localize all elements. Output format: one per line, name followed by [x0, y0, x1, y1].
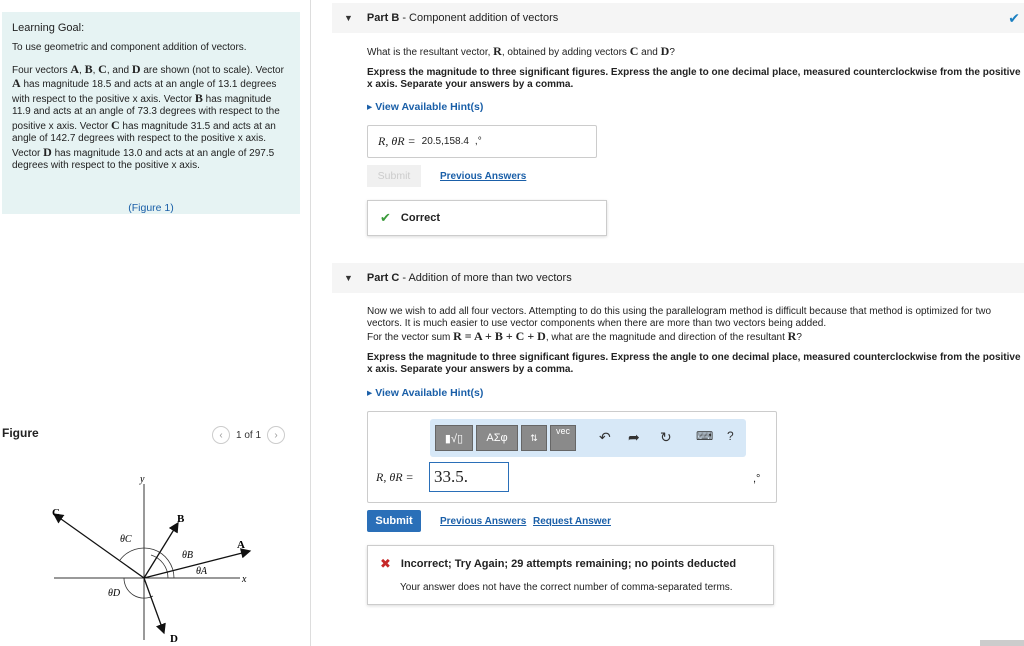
label-theta-d: θD [108, 588, 121, 599]
figure-pager [212, 426, 285, 444]
part-b-previous-answers-link[interactable]: Previous Answers [440, 171, 527, 182]
part-c-hint-link[interactable]: ▸ View Available Hint(s) [367, 387, 484, 399]
part-b-feedback-text: Correct [400, 212, 441, 224]
part-c-title: - Addition of more than two vectors [402, 272, 572, 284]
label-theta-b: θB [182, 550, 194, 561]
goal-title: Learning Goal: [12, 22, 85, 34]
label-c: C [52, 507, 60, 519]
part-c-request-answer-link[interactable]: Request Answer [533, 516, 611, 527]
pager-text: 1 of 1 [236, 429, 262, 441]
redo-icon[interactable]: ➦ [628, 429, 640, 445]
vector-figure [40, 470, 270, 646]
part-b-answer-box [367, 125, 597, 158]
part-b-answer-value: 20.5,158.4 [421, 136, 469, 147]
part-b-title: - Component addition of vectors [402, 12, 559, 24]
part-c-instructions: Express the magnitude to three significant figures. Express the angle to one decimal place, measured counterclockwise from the positive x axis. Separate your answers by a comma. [367, 352, 1021, 375]
symbols-button[interactable]: ΑΣφ [476, 425, 518, 451]
label-theta-a: θA [196, 566, 208, 577]
part-b-header[interactable] [332, 3, 1024, 33]
subscript-button[interactable]: ⇅ [521, 425, 547, 451]
templates-button[interactable]: ▮√▯ [435, 425, 473, 451]
vector-description: Four vectors A, B, C, and D are shown (not to scale). Vector A has magnitude 18.5 and acts at an angle of 13.1 degrees with respect to the positive x axis. Vector B has magnitude 11.9 and acts at an angle of 73.3 degrees with respect to the positive x axis. Vector C has magnitude 31.5 and acts at an angle of 142.7 degrees with respect to the positive x axis. Vector D has magnitude 13.0 and acts at an angle of 297.5 degrees with respect to the positive x axis. [12, 61, 284, 171]
keyboard-icon[interactable]: ⌨ [696, 429, 714, 443]
collapse-triangle-icon: ▼ [344, 13, 353, 23]
part-c-label: Part C [366, 272, 400, 284]
right-panel [312, 0, 1024, 646]
part-c-feedback-title: Incorrect; Try Again; 29 attempts remaining; no points deducted [400, 558, 737, 570]
part-c-answer-label: R, θR = [376, 470, 414, 484]
x-axis-label: x [242, 574, 247, 585]
part-c-feedback [367, 545, 774, 605]
part-c-feedback-text: Your answer does not have the correct number of comma-separated terms. [400, 582, 733, 593]
incorrect-x-icon: ✖ [380, 556, 391, 571]
part-b-hint-link[interactable]: ▸ View Available Hint(s) [367, 101, 484, 113]
reset-icon[interactable]: ↻ [660, 429, 672, 445]
part-b-feedback [367, 200, 607, 236]
part-b-question: What is the resultant vector, R, obtained by adding vectors C and D? [367, 44, 675, 58]
part-c-previous-answers-link[interactable]: Previous Answers [440, 516, 527, 527]
goal-text: To use geometric and component addition of vectors. [12, 42, 247, 53]
part-b-instructions: Express the magnitude to three significant figures. Express the angle to one decimal place, measured counterclockwise from the positive x axis. Separate your answers by a comma. [367, 67, 1021, 90]
part-c-answer-input[interactable]: 33.5. [429, 462, 509, 492]
part-c-header[interactable] [332, 263, 1024, 293]
left-panel [0, 0, 311, 646]
part-b-answer-unit: ,° [474, 136, 482, 147]
collapse-triangle-icon: ▼ [344, 273, 353, 283]
part-b-label: Part B [366, 12, 400, 24]
label-theta-c: θC [120, 534, 132, 545]
horizontal-scrollbar[interactable] [980, 640, 1024, 646]
arc-d [124, 578, 153, 598]
vec-button[interactable]: vec [550, 425, 576, 451]
part-c-paragraph: Now we wish to add all four vectors. Attempting to do this using the parallelogram method is difficult because that method is optimized for two vectors. It is much easier to use vector components when there are more than two vectors being added. [367, 306, 992, 329]
math-toolbar [430, 419, 746, 457]
y-axis-label: y [140, 474, 145, 485]
part-c-question: For the vector sum R = A + B + C + D, what are the magnitude and direction of the resultant R? [367, 329, 802, 343]
undo-icon[interactable]: ↶ [599, 429, 611, 445]
label-b: B [177, 513, 185, 525]
vector-d [144, 578, 164, 633]
label-d: D [170, 633, 178, 645]
part-b-answer-label: R, θR = [378, 134, 416, 148]
learning-goal-box [2, 12, 300, 214]
label-a: A [237, 539, 245, 551]
prev-figure-button[interactable]: ‹ [212, 426, 230, 444]
figure-header: Figure [2, 426, 39, 440]
next-figure-button[interactable]: › [267, 426, 285, 444]
part-c-submit-button[interactable]: Submit [367, 510, 421, 532]
part-b-submit-button: Submit [367, 165, 421, 187]
vector-c [54, 514, 144, 578]
correct-check-icon: ✔ [380, 210, 391, 225]
completed-check-icon: ✔ [1008, 9, 1020, 26]
part-c-answer-unit: ,° [753, 473, 761, 485]
help-icon[interactable]: ? [727, 429, 734, 443]
figure-link[interactable]: (Figure 1) [128, 202, 174, 214]
